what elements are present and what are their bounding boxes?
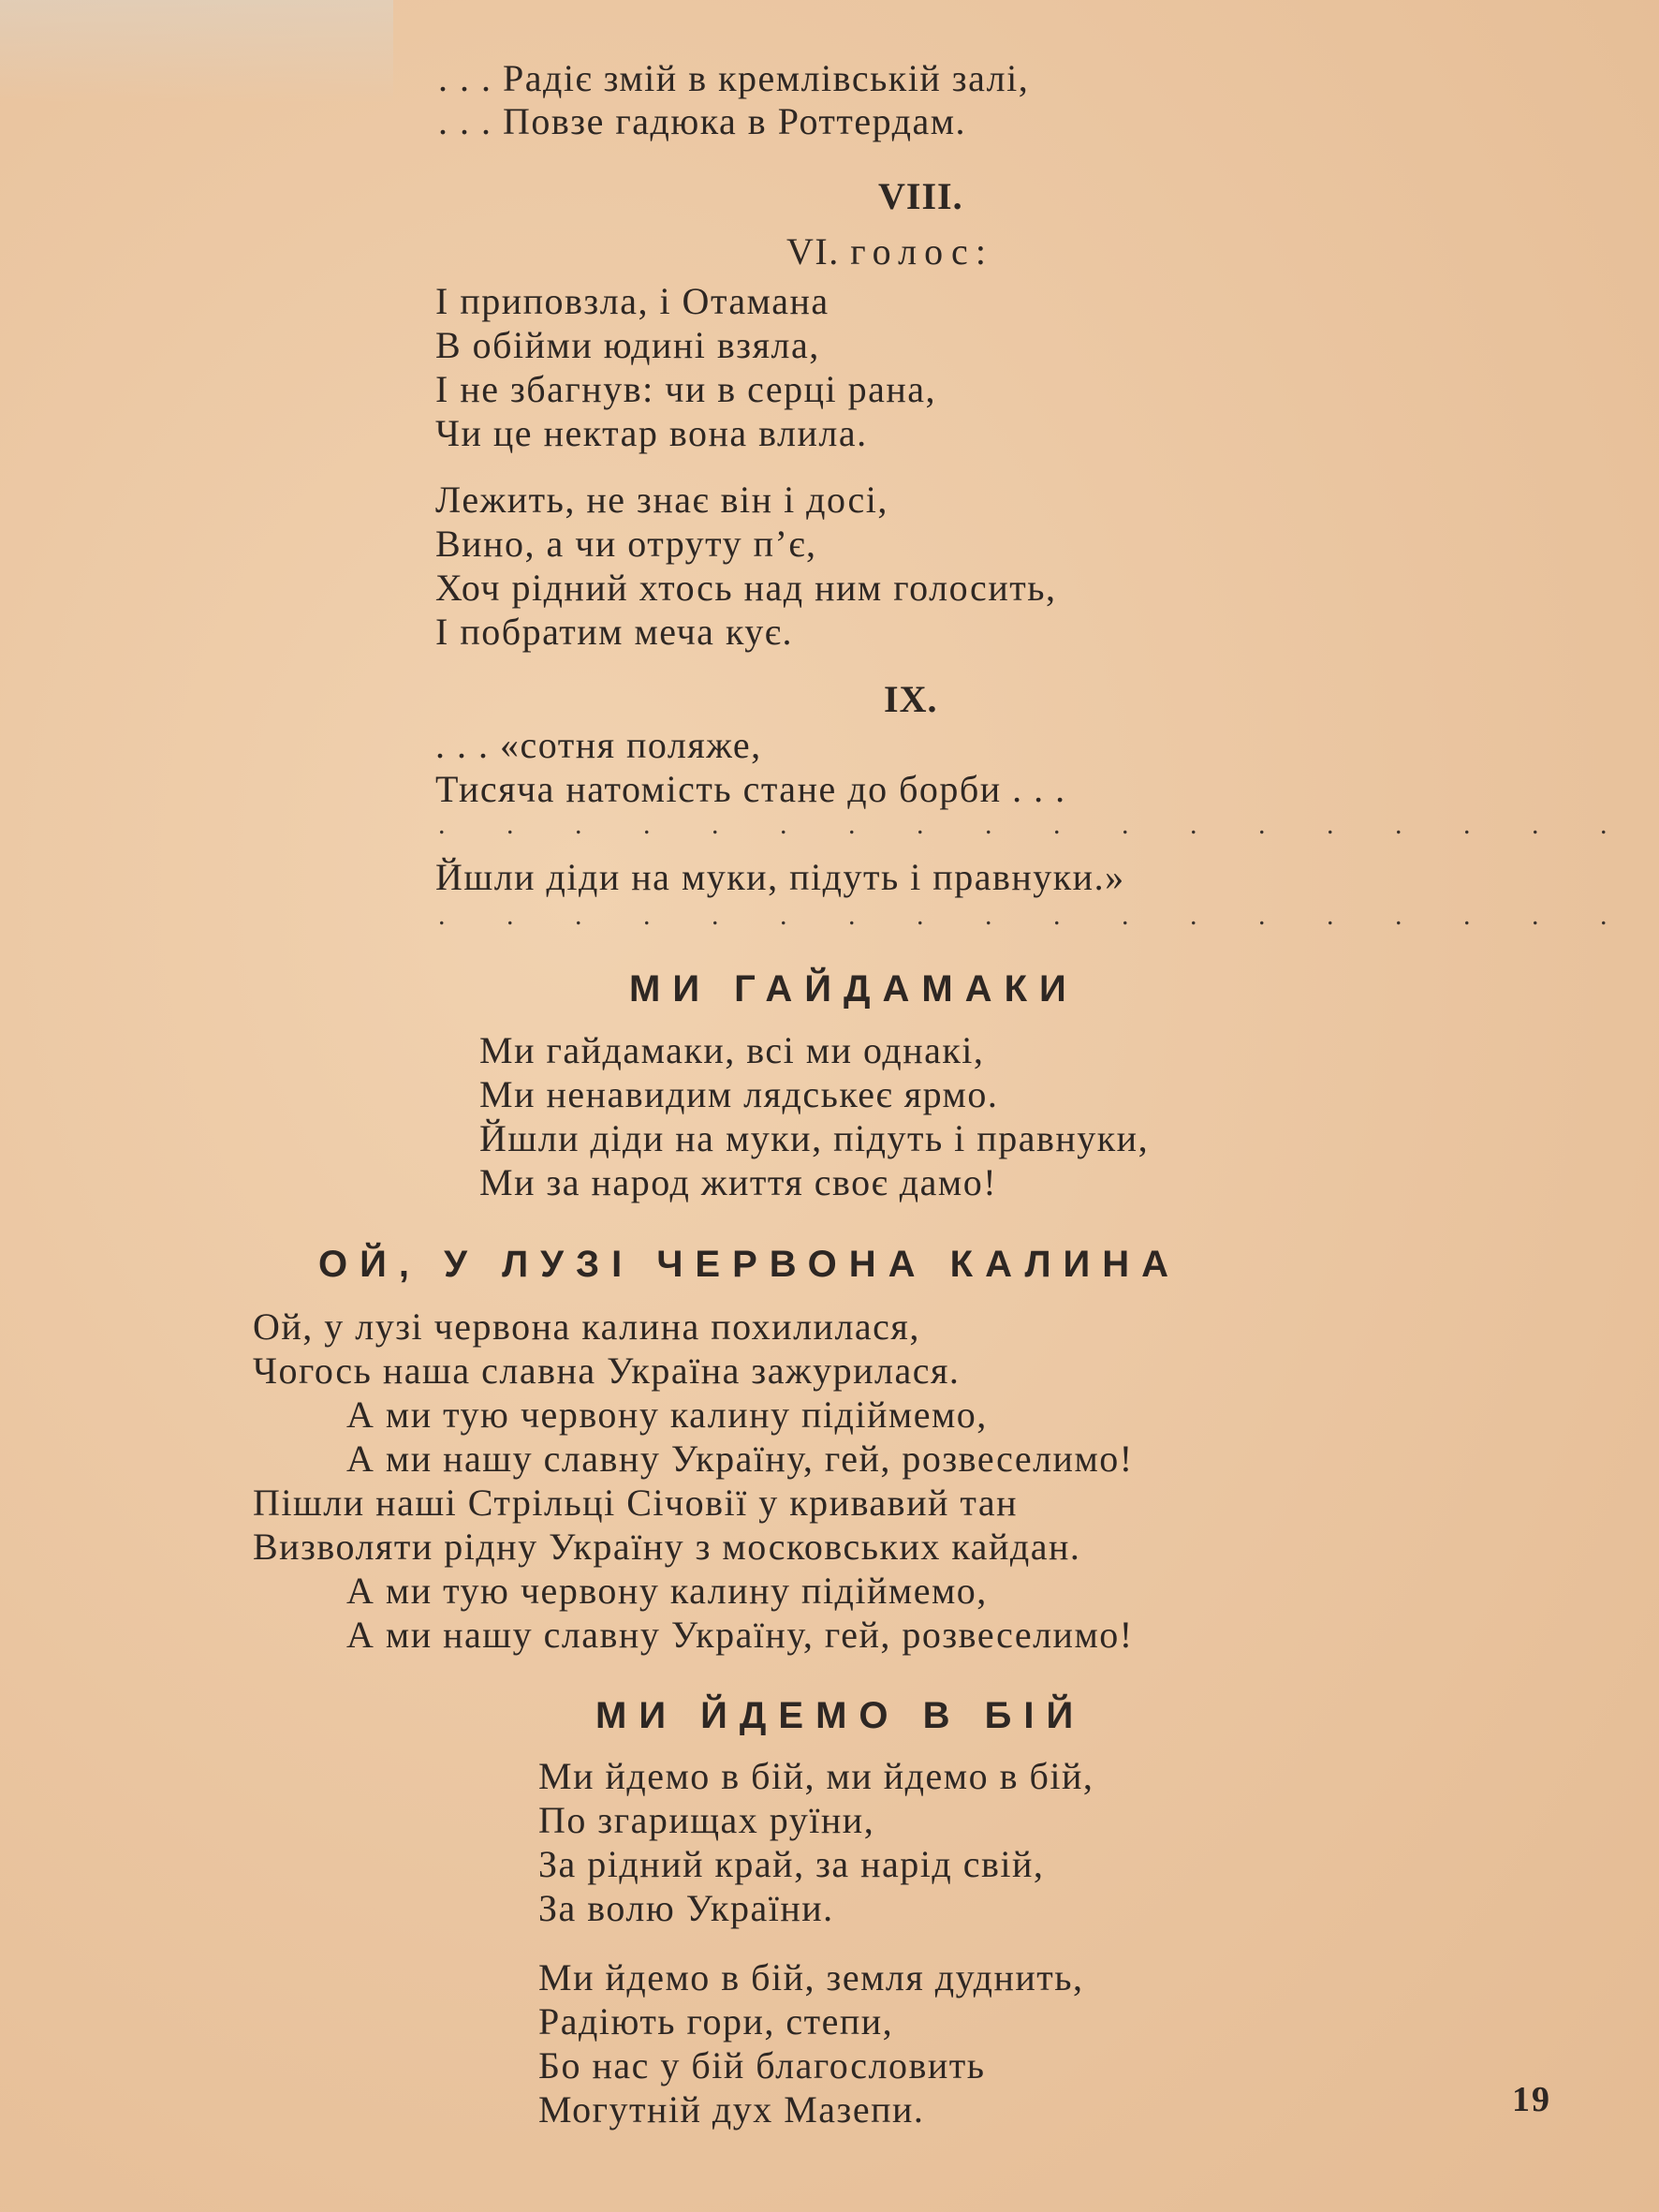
verse-line: В обійми юдині взяла, xyxy=(435,324,820,366)
voice-word: голос: xyxy=(850,230,993,273)
verse-line: Лежить, не знає він і досі, xyxy=(435,479,888,521)
verse-line: По згарищах руїни, xyxy=(538,1799,875,1841)
verse-line: Хоч рідний хтось над ним голосить, xyxy=(435,567,1057,609)
verse-line: Чи це нектар вона влила. xyxy=(435,412,868,454)
ellipsis-row: . . . . . . . . . . . . . . . . . . xyxy=(438,900,1635,931)
page-number: 19 xyxy=(1512,2080,1551,2119)
verse-line: Ми йдемо в бій, ми йдемо в бій, xyxy=(538,1755,1094,1797)
verse-line: Ой, у лузі червона калина похилилася, xyxy=(253,1305,920,1348)
verse-line: . . . Повзе гадюка в Роттердам. xyxy=(438,100,967,142)
verse-line: Ми ненавидим лядськеє ярмо. xyxy=(479,1073,999,1115)
verse-line: Бо нас у бій благословить xyxy=(538,2044,986,2087)
verse-line: Йшли діди на муки, підуть і правнуки.» xyxy=(435,856,1125,898)
verse-line: А ми тую червону калину підіймемо, xyxy=(346,1394,988,1436)
verse-line: А ми тую червону калину підіймемо, xyxy=(346,1570,988,1612)
voice-number: VI. xyxy=(786,230,840,273)
section-heading-viii: VIII. xyxy=(878,175,963,217)
section-heading-ix: IX. xyxy=(884,678,938,720)
verse-line: Ми гайдамаки, всі ми однакі, xyxy=(479,1029,985,1071)
voice-label xyxy=(786,229,993,274)
verse-line: За волю України. xyxy=(538,1887,834,1929)
verse-line: І побратим меча кує. xyxy=(435,611,793,653)
verse-line: Вино, а чи отруту п’є, xyxy=(435,523,817,565)
ellipsis-row: . . . . . . . . . . . . . . . . . . xyxy=(438,809,1635,840)
verse-line: Могутній дух Мазепи. xyxy=(538,2088,925,2131)
verse-line: Ми за народ життя своє дамо! xyxy=(479,1161,998,1203)
verse-line: А ми нашу славну Україну, гей, розвеселимо! xyxy=(346,1438,1134,1480)
verse-line: Радіють гори, степи, xyxy=(538,2000,894,2042)
song-title-haidamaky: МИ ГАЙДАМАКИ xyxy=(629,968,1079,1010)
verse-line: І не збагнув: чи в серці рана, xyxy=(435,368,937,410)
song-title-kalyna: ОЙ, У ЛУЗІ ЧЕРВОНА КАЛИНА xyxy=(318,1244,1182,1285)
verse-line: Йшли діди на муки, підуть і правнуки, xyxy=(479,1117,1150,1159)
song-title-boi: МИ ЙДЕМО В БІЙ xyxy=(595,1695,1086,1736)
verse-line: Тисяча натомість стане до борби . . . xyxy=(435,768,1066,810)
verse-line: Чогось наша славна Україна зажурилася. xyxy=(253,1349,961,1392)
paper-stain xyxy=(0,0,393,103)
verse-line: І приповзла, і Отамана xyxy=(435,280,830,322)
verse-line: Визволяти рідну Україну з московських кайдан. xyxy=(253,1526,1081,1568)
verse-line: . . . Радіє змій в кремлівській залі, xyxy=(438,57,1030,99)
verse-line: А ми нашу славну Україну, гей, розвеселимо! xyxy=(346,1614,1134,1656)
verse-line: Пішли наші Стрільці Січовії у кривавий тан xyxy=(253,1482,1019,1524)
verse-line: Ми йдемо в бій, земля дуднить, xyxy=(538,1956,1084,1998)
verse-line: За рідний край, за нарід свій, xyxy=(538,1843,1045,1885)
verse-line: . . . «сотня поляже, xyxy=(435,724,762,766)
